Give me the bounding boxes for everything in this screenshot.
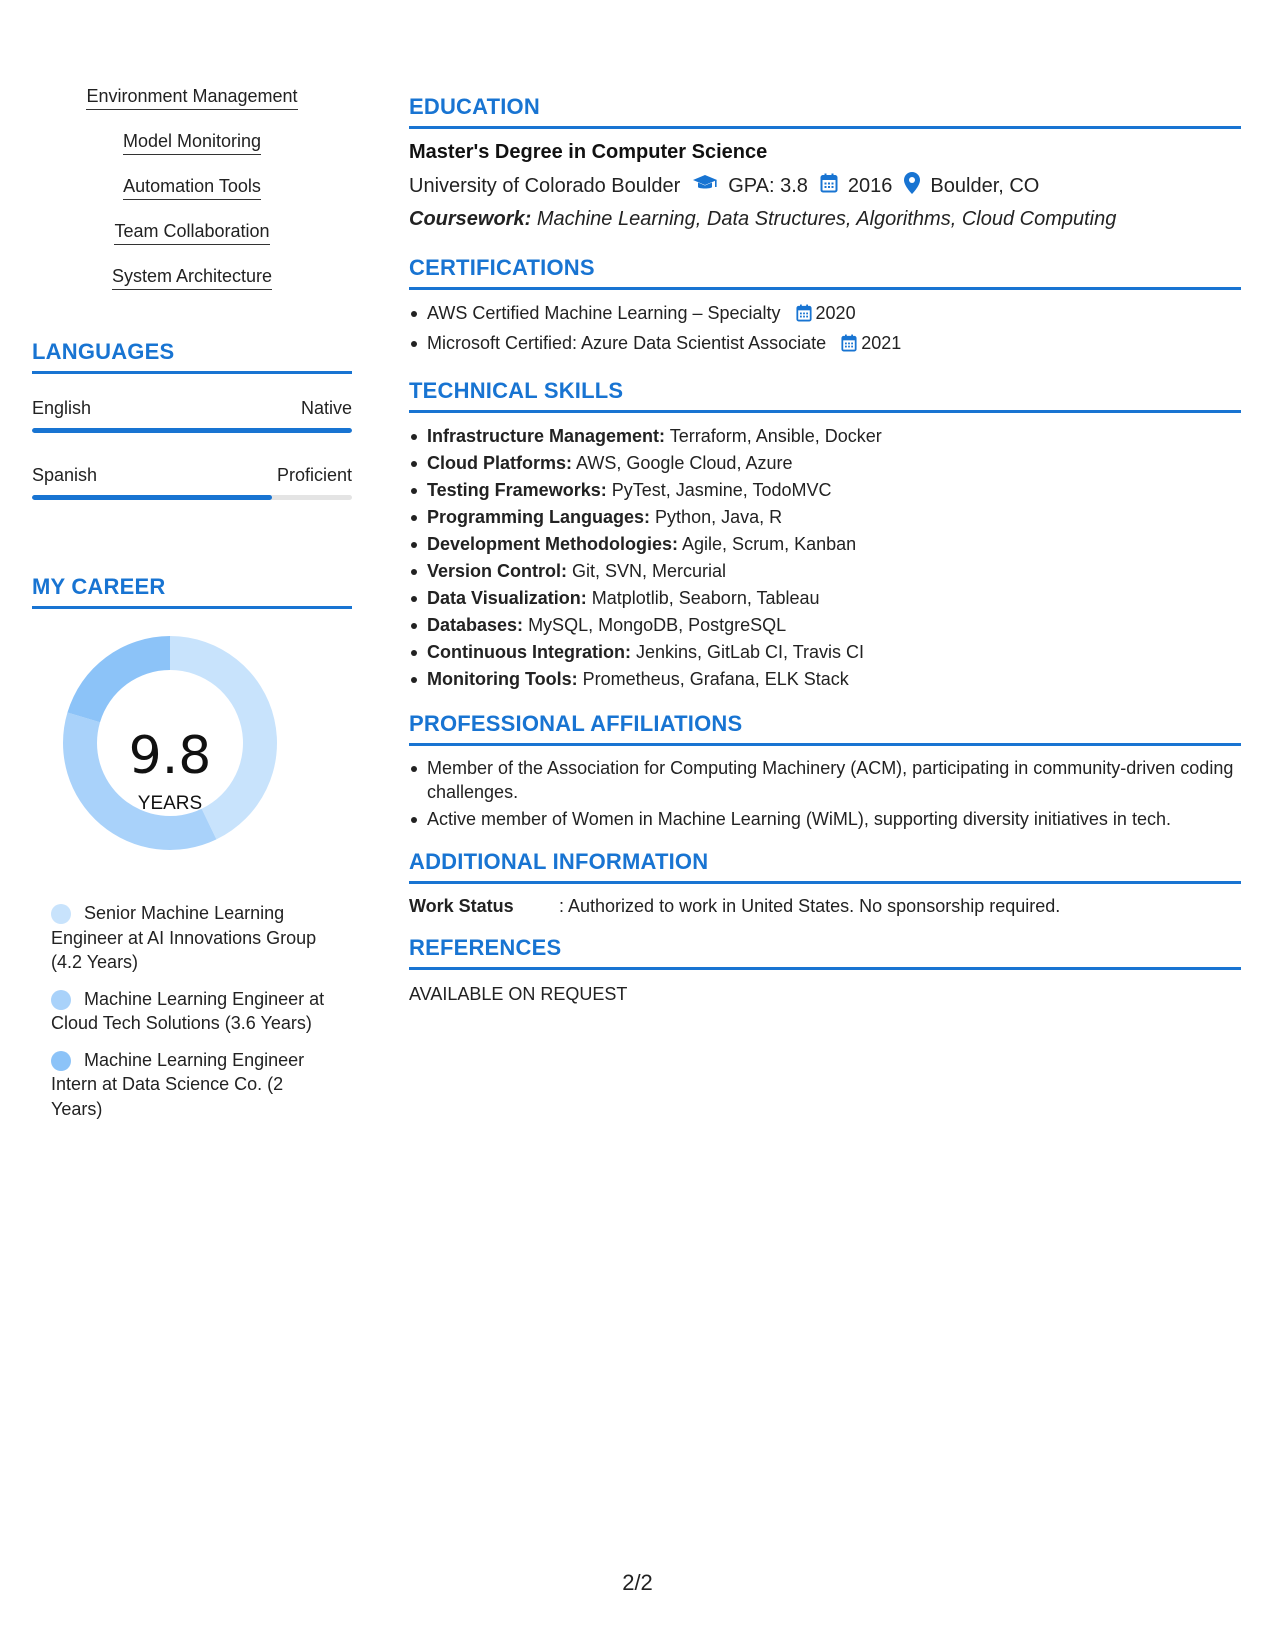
list-item bbox=[409, 477, 1241, 504]
skill-values: Python, Java, R bbox=[655, 507, 783, 527]
donut-segment bbox=[67, 636, 170, 722]
info-row bbox=[409, 896, 1241, 917]
skill-values: Agile, Scrum, Kanban bbox=[682, 534, 857, 554]
list-item bbox=[409, 450, 1241, 477]
language-level: Proficient bbox=[276, 465, 352, 485]
skill-values: PyTest, Jasmine, TodoMVC bbox=[611, 480, 832, 500]
legend-dot-icon bbox=[51, 904, 71, 924]
gpa: GPA: 3.8 bbox=[728, 174, 808, 197]
certification-name: AWS Certified Machine Learning – Specialty bbox=[427, 303, 781, 323]
map-pin-icon bbox=[904, 172, 920, 200]
skill-category: Monitoring Tools: bbox=[427, 669, 578, 689]
list-item: Active member of Women in Machine Learning (WiML), supporting diversity initiatives in tech. bbox=[409, 807, 1241, 831]
section-rule bbox=[409, 743, 1241, 746]
career-legend-item bbox=[51, 987, 332, 1036]
language-name: Spanish bbox=[32, 465, 98, 485]
language-bar-fill bbox=[32, 495, 272, 500]
language-row bbox=[32, 465, 352, 486]
section-rule bbox=[409, 410, 1241, 413]
skill-category: Continuous Integration: bbox=[427, 642, 631, 662]
certifications-list bbox=[409, 300, 1241, 360]
list-item bbox=[409, 585, 1241, 612]
skill-category: Infrastructure Management: bbox=[427, 426, 666, 446]
section-title: TECHNICAL SKILLS bbox=[409, 378, 624, 403]
coursework-value: Machine Learning, Data Structures, Algorithms, Cloud Computing bbox=[536, 208, 1117, 230]
section-title: PROFESSIONAL AFFILIATIONS bbox=[409, 711, 743, 736]
skill-category: Programming Languages: bbox=[427, 507, 651, 527]
list-item: Member of the Association for Computing Machinery (ACM), participating in community-driven coding challenges. bbox=[409, 756, 1241, 804]
language-bar bbox=[32, 428, 352, 433]
career-total: 9.8 bbox=[128, 726, 212, 786]
list-item bbox=[409, 300, 1241, 330]
skill-tag: Automation Tools bbox=[123, 176, 261, 200]
calendar-icon bbox=[820, 173, 838, 199]
technical-skills-list bbox=[409, 423, 1241, 693]
career-total-unit: YEARS bbox=[137, 793, 203, 814]
list-item bbox=[409, 612, 1241, 639]
list-item bbox=[409, 423, 1241, 450]
skill-tag: Team Collaboration bbox=[114, 221, 269, 245]
language-bar-fill bbox=[32, 428, 352, 433]
skill-values: MySQL, MongoDB, PostgreSQL bbox=[528, 615, 787, 635]
school-name: University of Colorado Boulder bbox=[409, 174, 681, 197]
career-section bbox=[32, 574, 352, 1121]
section-title: ADDITIONAL INFORMATION bbox=[409, 849, 709, 874]
coursework-label: Coursework: bbox=[409, 208, 532, 230]
coursework bbox=[409, 208, 1241, 231]
section-rule bbox=[32, 606, 352, 609]
technical-skills-section bbox=[409, 378, 1241, 693]
section-rule bbox=[409, 126, 1241, 129]
skill-values: AWS, Google Cloud, Azure bbox=[576, 453, 793, 473]
skill-category: Development Methodologies: bbox=[427, 534, 679, 554]
section-rule bbox=[409, 881, 1241, 884]
skill-values: Prometheus, Grafana, ELK Stack bbox=[582, 669, 849, 689]
section-title: MY CAREER bbox=[32, 574, 166, 599]
career-legend-item bbox=[51, 901, 332, 975]
calendar-icon bbox=[841, 333, 857, 360]
references-section bbox=[409, 935, 1241, 1005]
page-number: 2/2 bbox=[622, 1570, 653, 1595]
skill-category: Databases: bbox=[427, 615, 524, 635]
affiliations-list bbox=[409, 756, 1241, 831]
certifications-section bbox=[409, 255, 1241, 360]
skill-values: Terraform, Ansible, Docker bbox=[669, 426, 882, 446]
affiliations-section bbox=[409, 711, 1241, 831]
legend-dot-icon bbox=[51, 990, 71, 1010]
skill-values: Matplotlib, Seaborn, Tableau bbox=[591, 588, 820, 608]
certification-year: 2021 bbox=[861, 333, 902, 353]
skill-category: Data Visualization: bbox=[427, 588, 587, 608]
list-item bbox=[409, 639, 1241, 666]
section-rule bbox=[32, 371, 352, 374]
languages-section bbox=[32, 339, 352, 500]
career-donut-chart bbox=[32, 635, 352, 875]
legend-dot-icon bbox=[51, 1051, 71, 1071]
career-legend-label: Machine Learning Engineer Intern at Data Science Co. (2 Years) bbox=[51, 1049, 305, 1119]
graduation-year: 2016 bbox=[847, 174, 893, 197]
info-key: Work Status bbox=[409, 896, 514, 916]
section-rule bbox=[409, 287, 1241, 290]
skill-tag: Model Monitoring bbox=[123, 131, 261, 155]
skill-values: Jenkins, GitLab CI, Travis CI bbox=[635, 642, 865, 662]
skill-category: Version Control: bbox=[427, 561, 568, 581]
section-rule bbox=[409, 967, 1241, 970]
career-legend-label: Machine Learning Engineer at Cloud Tech Solutions (3.6 Years) bbox=[51, 988, 325, 1033]
education-details bbox=[409, 172, 1241, 200]
section-title: REFERENCES bbox=[409, 935, 562, 960]
section-title: LANGUAGES bbox=[32, 339, 175, 364]
left-column bbox=[32, 86, 352, 1133]
additional-info-section bbox=[409, 849, 1241, 917]
right-column bbox=[409, 94, 1241, 1023]
list-item bbox=[409, 531, 1241, 558]
skill-values: Git, SVN, Mercurial bbox=[572, 561, 727, 581]
career-legend bbox=[32, 901, 332, 1121]
skill-tags bbox=[32, 86, 352, 311]
certification-name: Microsoft Certified: Azure Data Scientist Associate bbox=[427, 333, 827, 353]
skill-category: Cloud Platforms: bbox=[427, 453, 573, 473]
graduation-cap-icon bbox=[692, 174, 718, 198]
career-legend-item bbox=[51, 1048, 332, 1122]
language-level: Native bbox=[300, 398, 352, 418]
references-text: AVAILABLE ON REQUEST bbox=[409, 984, 628, 1004]
skill-tag: System Architecture bbox=[112, 266, 272, 290]
education-section bbox=[409, 94, 1241, 231]
degree-title: Master's Degree in Computer Science bbox=[409, 141, 768, 163]
list-item bbox=[409, 666, 1241, 693]
language-row bbox=[32, 398, 352, 419]
list-item bbox=[409, 558, 1241, 585]
info-value: : Authorized to work in United States. No sponsorship required. bbox=[559, 896, 1061, 916]
school-location: Boulder, CO bbox=[930, 174, 1040, 197]
certification-year: 2020 bbox=[815, 303, 856, 323]
career-legend-label: Senior Machine Learning Engineer at AI Innovations Group (4.2 Years) bbox=[51, 903, 317, 972]
skill-category: Testing Frameworks: bbox=[427, 480, 607, 500]
language-name: English bbox=[32, 398, 92, 418]
section-title: EDUCATION bbox=[409, 94, 540, 119]
calendar-icon bbox=[796, 303, 812, 330]
list-item bbox=[409, 504, 1241, 531]
language-bar bbox=[32, 495, 352, 500]
list-item bbox=[409, 330, 1241, 360]
skill-tag: Environment Management bbox=[86, 86, 297, 110]
section-title: CERTIFICATIONS bbox=[409, 255, 595, 280]
